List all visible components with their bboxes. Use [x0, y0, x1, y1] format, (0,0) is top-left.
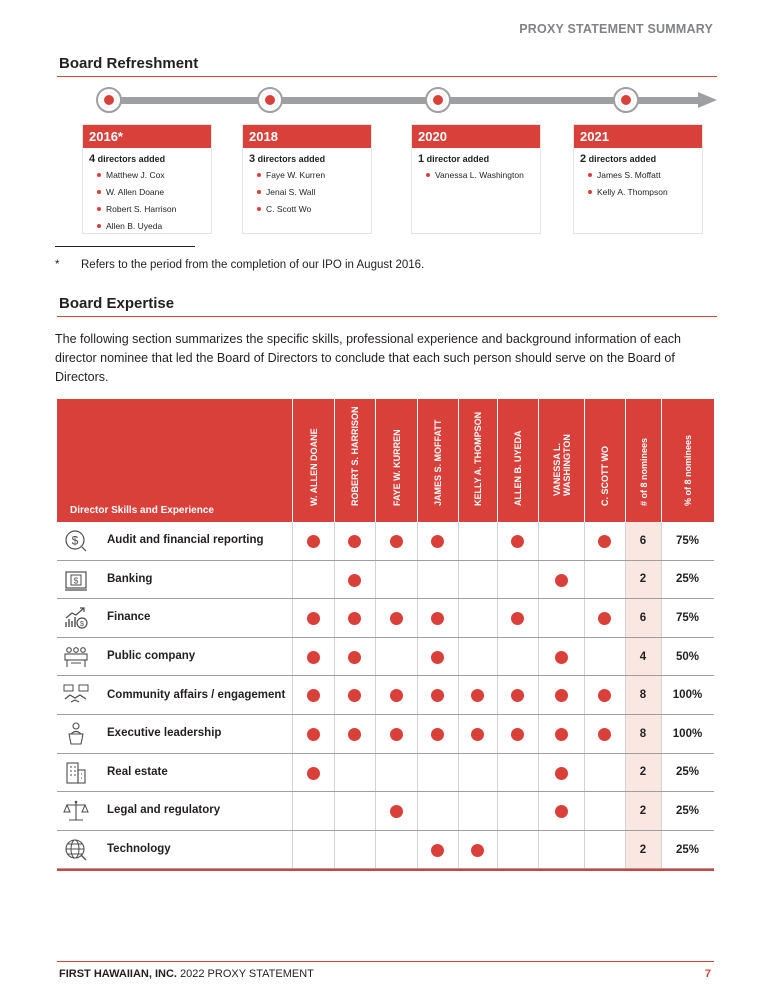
director-name: Robert S. Harrison	[97, 201, 211, 218]
refreshment-card	[82, 124, 212, 234]
board-refreshment-title: Board Refreshment	[59, 55, 199, 72]
director-column-header	[584, 399, 625, 522]
nominee-count: 2	[639, 843, 647, 856]
directors-added-count: 4 directors added	[89, 153, 166, 165]
timeline-arrow-icon	[698, 92, 717, 108]
director-name: Faye W. Kurren	[257, 167, 371, 184]
skill-mark-icon	[307, 767, 320, 780]
nominee-percent: 100%	[672, 727, 703, 740]
skill-mark-icon	[390, 689, 403, 702]
timeline-marker-icon	[257, 87, 283, 113]
nominee-percent: 100%	[672, 689, 703, 702]
nominee-count: 8	[639, 727, 647, 740]
scales-icon	[63, 798, 89, 824]
svg-text:$: $	[80, 621, 84, 629]
director-column-header	[417, 399, 458, 522]
skill-mark-icon	[390, 535, 403, 548]
table-row	[57, 522, 714, 561]
nominee-percent: 75%	[675, 534, 700, 547]
director-list	[412, 165, 540, 184]
director-name: Allen B. Uyeda	[97, 218, 211, 235]
bank-icon	[63, 567, 89, 593]
footnote-rule	[55, 246, 195, 247]
table-row	[57, 715, 714, 754]
directors-added-count: 2 directors added	[580, 153, 657, 165]
skill-mark-icon	[511, 535, 524, 548]
column-header-label: FAYE W. KURREN	[391, 429, 402, 506]
nominee-percent: 75%	[675, 611, 700, 624]
skill-mark-icon	[348, 612, 361, 625]
page-number: 7	[704, 968, 711, 980]
skill-label: Executive leadership	[107, 727, 222, 740]
skills-column-header: Director Skills and Experience	[70, 505, 214, 516]
skill-label: Real estate	[107, 765, 168, 778]
skill-mark-icon	[598, 535, 611, 548]
table-row	[57, 676, 714, 715]
table-row	[57, 792, 714, 831]
skill-mark-icon	[598, 612, 611, 625]
count-column-header	[625, 399, 661, 522]
nominee-percent: 50%	[675, 650, 700, 663]
column-header-label: % of 8 nominees	[683, 434, 693, 506]
director-name: Jenai S. Wall	[257, 184, 371, 201]
timeline-line	[100, 97, 700, 104]
director-column-header	[292, 399, 334, 522]
table-row	[57, 754, 714, 793]
director-name: C. Scott Wo	[257, 201, 371, 218]
skill-mark-icon	[307, 612, 320, 625]
director-list	[243, 165, 371, 218]
skill-mark-icon	[598, 689, 611, 702]
skill-mark-icon	[555, 805, 568, 818]
footer-doc-title: FIRST HAWAIIAN, INC. 2022 PROXY STATEMENT	[59, 968, 314, 980]
column-header-label: KELLY A. THOMPSON	[473, 411, 483, 506]
nominee-count: 8	[639, 689, 647, 702]
public-company-icon	[63, 644, 89, 670]
table-row	[57, 599, 714, 638]
skill-mark-icon	[598, 728, 611, 741]
skill-mark-icon	[555, 728, 568, 741]
director-list	[574, 165, 702, 201]
nominee-percent: 25%	[675, 804, 700, 817]
skill-mark-icon	[511, 689, 524, 702]
skill-label: Community affairs / engagement	[107, 688, 286, 701]
skill-mark-icon	[348, 535, 361, 548]
nominee-count: 6	[639, 611, 647, 624]
running-header: PROXY STATEMENT SUMMARY	[519, 22, 713, 36]
skill-label: Audit and financial reporting	[107, 534, 264, 547]
expertise-intro: The following section summarizes the specific skills, professional experience and background information of each director nominee that led the Board of Directors to conclude that each such person should serve on the Board of Directors.	[55, 332, 682, 384]
svg-text:$: $	[71, 533, 79, 548]
director-name: Matthew J. Cox	[97, 167, 211, 184]
skill-mark-icon	[471, 689, 484, 702]
skill-mark-icon	[307, 728, 320, 741]
nominee-count: 2	[639, 573, 647, 586]
skills-table-header	[57, 399, 714, 522]
skill-mark-icon	[431, 689, 444, 702]
skill-mark-icon	[390, 728, 403, 741]
skill-mark-icon	[307, 651, 320, 664]
skill-mark-icon	[555, 689, 568, 702]
skill-mark-icon	[431, 535, 444, 548]
building-icon	[63, 760, 89, 786]
table-row	[57, 831, 714, 870]
nominee-count: 2	[639, 766, 647, 779]
director-column-header	[334, 399, 375, 522]
director-name: W. Allen Doane	[97, 184, 211, 201]
skill-mark-icon	[390, 805, 403, 818]
footnote: * Refers to the period from the completion of our IPO in August 2016.	[55, 259, 425, 271]
skill-mark-icon	[431, 651, 444, 664]
skill-mark-icon	[431, 844, 444, 857]
skill-mark-icon	[431, 612, 444, 625]
skill-mark-icon	[307, 535, 320, 548]
table-bottom-rule	[57, 869, 714, 871]
card-year: 2021	[574, 125, 702, 148]
skill-mark-icon	[555, 767, 568, 780]
skill-label: Public company	[107, 650, 196, 663]
skill-mark-icon	[348, 574, 361, 587]
percent-column-header	[661, 399, 714, 522]
column-header-label: ALLEN B. UYEDA	[513, 430, 523, 506]
nominee-count: 2	[639, 804, 647, 817]
nominee-percent: 25%	[675, 766, 700, 779]
section-rule	[57, 316, 717, 317]
director-column-header	[538, 399, 584, 522]
skill-mark-icon	[471, 844, 484, 857]
handshake-icon	[63, 682, 89, 708]
nominee-count: 6	[639, 534, 647, 547]
nominee-percent: 25%	[675, 573, 700, 586]
table-row	[57, 638, 714, 677]
column-header-label: JAMES S. MOFFATT	[433, 419, 443, 506]
directors-added-count: 3 directors added	[249, 153, 326, 165]
skill-mark-icon	[348, 689, 361, 702]
board-expertise-title: Board Expertise	[59, 295, 175, 312]
table-row	[57, 561, 714, 600]
skill-mark-icon	[390, 612, 403, 625]
director-name: James S. Moffatt	[588, 167, 702, 184]
skill-mark-icon	[307, 689, 320, 702]
dollar-circle-icon	[63, 528, 89, 554]
director-column-header	[375, 399, 417, 522]
director-name: Vanessa L. Washington	[426, 167, 540, 184]
column-header-label: W. ALLEN DOANE	[308, 428, 319, 506]
refreshment-card	[411, 124, 541, 234]
footer-rule	[57, 961, 714, 962]
globe-icon	[63, 837, 89, 863]
refreshment-card	[573, 124, 703, 234]
skill-mark-icon	[431, 728, 444, 741]
column-header-label: # of 8 nominees	[638, 437, 649, 506]
skill-mark-icon	[511, 728, 524, 741]
skill-mark-icon	[511, 612, 524, 625]
section-rule	[57, 76, 717, 77]
skill-label: Finance	[107, 611, 151, 624]
svg-text:$: $	[73, 576, 79, 586]
card-year: 2018	[243, 125, 371, 148]
refreshment-card	[242, 124, 372, 234]
skill-mark-icon	[471, 728, 484, 741]
finance-chart-icon	[63, 605, 89, 631]
nominee-count: 4	[639, 650, 647, 663]
card-year: 2020	[412, 125, 540, 148]
timeline-marker-icon	[613, 87, 639, 113]
skill-mark-icon	[555, 574, 568, 587]
director-column-header	[497, 399, 538, 522]
column-header-label: VANESSA L. WASHINGTON	[551, 434, 572, 496]
podium-icon	[63, 721, 89, 747]
director-list	[83, 165, 211, 235]
card-year: 2016*	[83, 125, 211, 148]
nominee-percent: 25%	[675, 843, 700, 856]
timeline-marker-icon	[425, 87, 451, 113]
skill-label: Legal and regulatory	[107, 804, 221, 817]
skill-label: Technology	[107, 843, 171, 856]
director-name: Kelly A. Thompson	[588, 184, 702, 201]
director-column-header	[458, 399, 497, 522]
skill-label: Banking	[107, 572, 153, 585]
directors-added-count: 1 director added	[418, 153, 490, 165]
column-header-label: C. SCOTT WO	[600, 446, 610, 506]
skill-mark-icon	[348, 651, 361, 664]
skill-mark-icon	[348, 728, 361, 741]
column-header-label: ROBERT S. HARRISON	[350, 406, 360, 506]
skill-mark-icon	[555, 651, 568, 664]
timeline-marker-icon	[96, 87, 122, 113]
